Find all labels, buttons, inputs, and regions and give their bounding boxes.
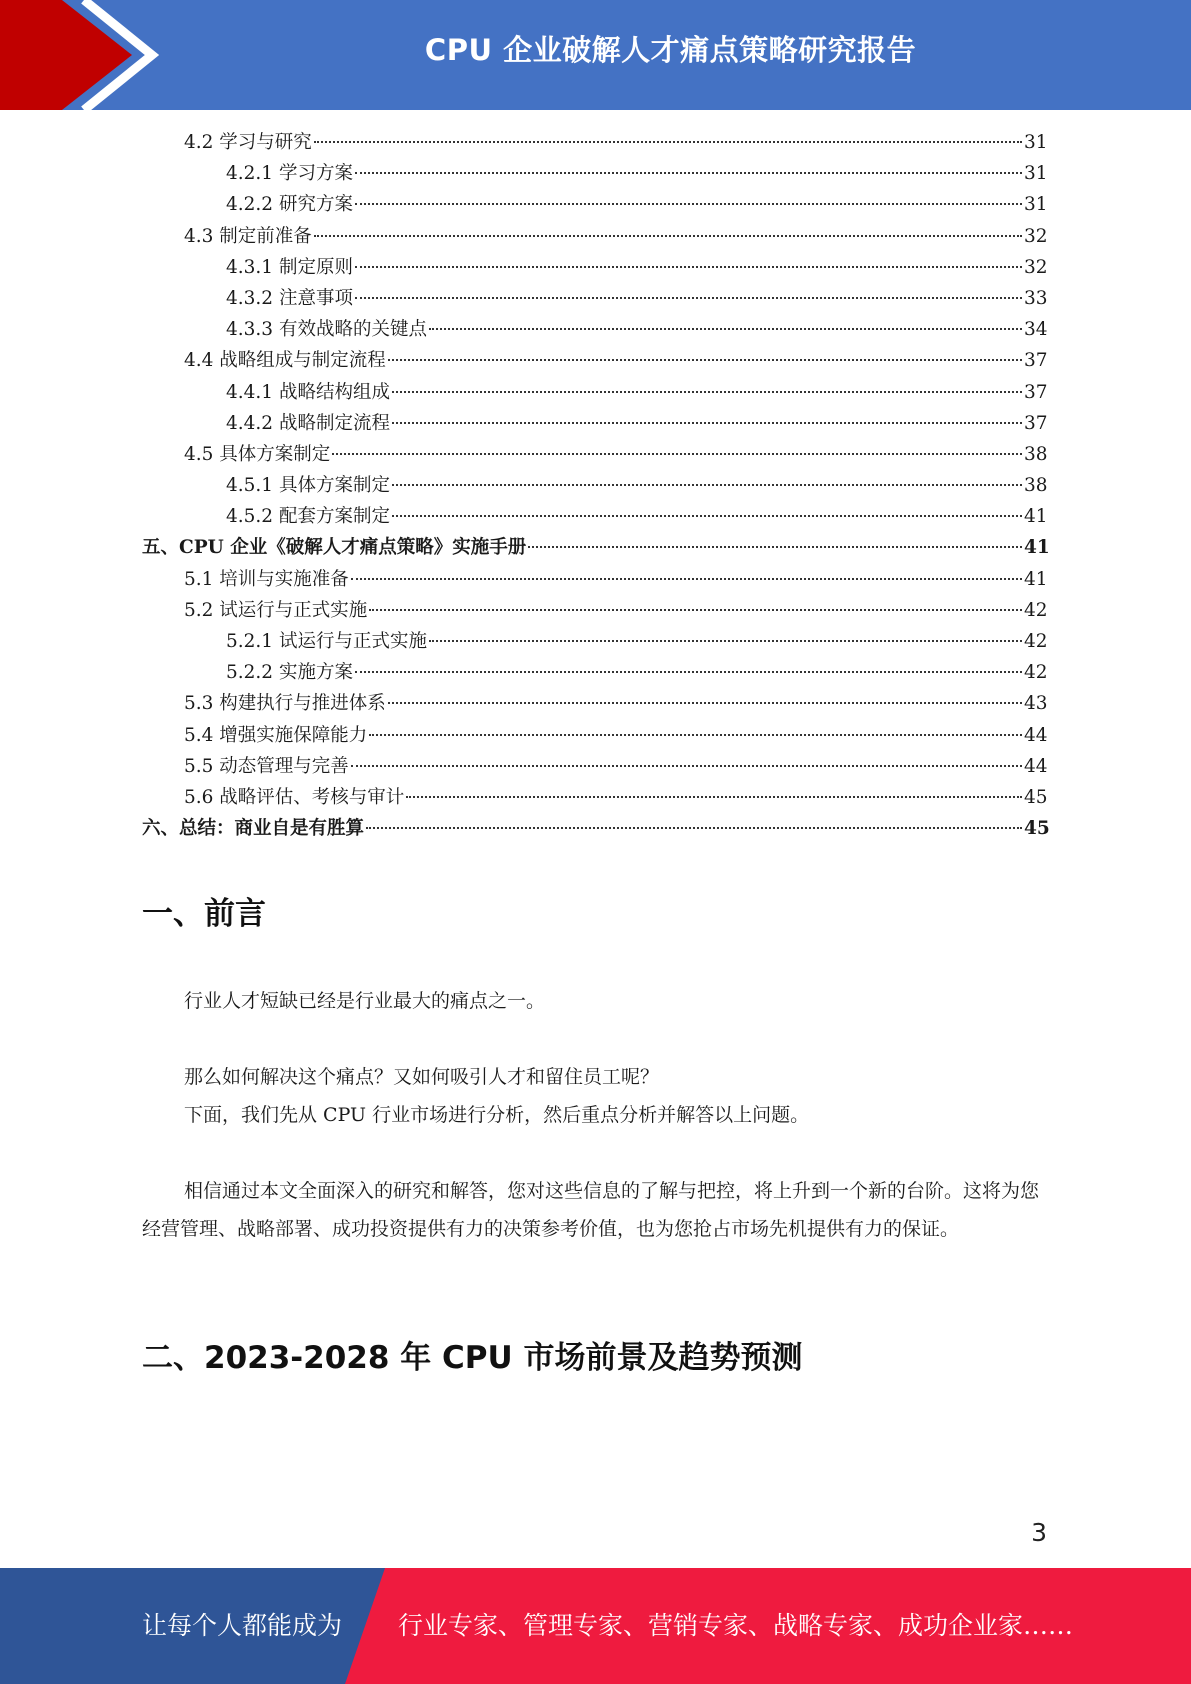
toc-dot-leader: [332, 453, 1022, 455]
toc-dot-leader: [351, 578, 1022, 580]
toc-entry-page: 37: [1024, 350, 1048, 372]
toc-entry-page: 33: [1024, 287, 1048, 309]
toc-entry-title: 4.2.1 学习方案: [226, 163, 353, 185]
toc-entry[interactable]: [0, 470, 1191, 501]
toc-entry[interactable]: [0, 127, 1191, 158]
toc-entry[interactable]: [0, 252, 1191, 283]
toc-entry-page: 31: [1024, 132, 1048, 153]
toc-entry[interactable]: [0, 283, 1191, 314]
paragraph: 下面，我们先从 CPU 行业市场进行分析，然后重点分析并解答以上问题。: [184, 1104, 810, 1126]
toc-entry[interactable]: [0, 314, 1191, 345]
toc-entry-title: 4.5.2 配套方案制定: [226, 506, 390, 528]
toc-dot-leader: [314, 235, 1022, 237]
footer-slogan-left: 让每个人都能成为: [142, 1611, 343, 1640]
toc-entry-page: 31: [1024, 194, 1048, 216]
paragraph: 行业人才短缺已经是行业最大的痛点之一。: [184, 990, 546, 1012]
page-number: 3: [1031, 1518, 1047, 1547]
toc-dot-leader: [314, 141, 1022, 143]
toc-entry[interactable]: [0, 564, 1191, 595]
toc-entry-page: 42: [1024, 631, 1048, 652]
toc-dot-leader: [355, 671, 1022, 673]
toc-entry[interactable]: [0, 782, 1191, 813]
page-header: [0, 0, 1191, 110]
toc-entry-page: 45: [1024, 786, 1048, 808]
toc-dot-leader: [429, 328, 1022, 330]
toc-entry-page: 38: [1024, 443, 1048, 465]
toc-entry[interactable]: [0, 532, 1191, 563]
toc-entry[interactable]: [0, 657, 1191, 688]
toc-entry-page: 41: [1024, 537, 1050, 559]
footer-slogan-right: 行业专家、管理专家、营销专家、战略专家、成功企业家……: [398, 1611, 1074, 1640]
toc-entry[interactable]: [0, 626, 1191, 657]
toc-entry[interactable]: [0, 813, 1191, 844]
toc-entry[interactable]: [0, 189, 1191, 220]
toc-dot-leader: [355, 297, 1022, 299]
toc-dot-leader: [528, 546, 1022, 548]
toc-entry-page: 42: [1024, 662, 1048, 684]
toc-dot-leader: [392, 484, 1022, 486]
toc-entry-page: 38: [1024, 475, 1048, 497]
toc-entry[interactable]: [0, 751, 1191, 782]
toc-dot-leader: [355, 266, 1022, 268]
toc-entry-title: 5.2.1 试运行与正式实施: [226, 631, 427, 652]
report-title: CPU 企业破解人才痛点策略研究报告: [424, 33, 917, 67]
toc-entry-title: 5.2 试运行与正式实施: [184, 599, 368, 621]
toc-entry-title: 4.2.2 研究方案: [226, 194, 353, 216]
toc-entry-page: 42: [1024, 599, 1048, 621]
toc-entry-page: 43: [1024, 693, 1048, 715]
toc-entry-page: 45: [1024, 818, 1050, 840]
toc-entry-page: 34: [1024, 319, 1048, 341]
toc-entry[interactable]: [0, 158, 1191, 189]
toc-entry[interactable]: [0, 439, 1191, 470]
toc-dot-leader: [355, 172, 1022, 174]
toc-dot-leader: [388, 359, 1022, 361]
toc-dot-leader: [355, 203, 1022, 205]
toc-entry[interactable]: [0, 408, 1191, 439]
toc-entry-title: 4.3.2 注意事项: [226, 287, 353, 309]
toc-entry[interactable]: [0, 501, 1191, 532]
paragraph: 相信通过本文全面深入的研究和解答，您对这些信息的了解与把控，将上升到一个新的台阶。这将为您经营管理、战略部署、成功投资提供有力的决策参考价值，也为您抢占市场先机提供有力的保证。: [142, 1180, 1040, 1240]
table-of-contents: [0, 127, 1191, 844]
toc-entry-title: 4.3.1 制定原则: [226, 256, 353, 278]
page-footer: [0, 1568, 1191, 1684]
toc-entry[interactable]: [0, 688, 1191, 719]
toc-entry-title: 5.2.2 实施方案: [226, 662, 353, 684]
toc-entry-title: 4.4.2 战略制定流程: [226, 412, 390, 434]
toc-entry[interactable]: [0, 345, 1191, 376]
toc-entry[interactable]: [0, 221, 1191, 252]
toc-entry-page: 41: [1024, 506, 1048, 528]
toc-entry-page: 37: [1024, 381, 1048, 403]
section-heading-preface: 一、前言: [142, 896, 266, 932]
toc-entry-title: 4.5.1 具体方案制定: [226, 475, 390, 497]
toc-entry-title: 5.3 构建执行与推进体系: [184, 693, 386, 715]
toc-entry-title: 4.2 学习与研究: [184, 132, 312, 153]
toc-dot-leader: [351, 765, 1022, 767]
toc-dot-leader: [369, 609, 1022, 611]
toc-entry-title: 六、总结：商业自是有胜算: [142, 818, 365, 840]
toc-entry-page: 41: [1024, 568, 1048, 590]
toc-entry-title: 4.4 战略组成与制定流程: [184, 350, 386, 372]
toc-dot-leader: [366, 827, 1022, 829]
toc-entry[interactable]: [0, 595, 1191, 626]
toc-entry[interactable]: [0, 377, 1191, 408]
toc-entry-page: 32: [1024, 225, 1048, 247]
toc-entry-page: 32: [1024, 256, 1048, 278]
toc-dot-leader: [388, 702, 1022, 704]
paragraph: 那么如何解决这个痛点？又如何吸引人才和留住员工呢？: [184, 1066, 660, 1088]
toc-entry-title: 5.6 战略评估、考核与审计: [184, 786, 405, 808]
section-heading-market-forecast: 二、2023-2028 年 CPU 市场前景及趋势预测: [142, 1340, 803, 1376]
toc-entry-title: 5.1 培训与实施准备: [184, 568, 349, 590]
toc-entry-title: 5.5 动态管理与完善: [184, 755, 349, 777]
toc-dot-leader: [406, 796, 1022, 798]
toc-dot-leader: [369, 734, 1022, 736]
toc-entry-title: 4.4.1 战略结构组成: [226, 381, 390, 403]
toc-entry-page: 44: [1024, 724, 1048, 746]
toc-entry-title: 5.4 增强实施保障能力: [184, 724, 368, 746]
toc-dot-leader: [429, 640, 1022, 642]
toc-dot-leader: [392, 515, 1022, 517]
header-chevron-decoration: [0, 0, 160, 110]
toc-entry-title: 4.3 制定前准备: [184, 225, 312, 247]
toc-entry[interactable]: [0, 720, 1191, 751]
toc-dot-leader: [392, 391, 1022, 393]
toc-entry-page: 44: [1024, 755, 1048, 777]
toc-entry-page: 37: [1024, 412, 1048, 434]
toc-entry-title: 4.5 具体方案制定: [184, 443, 331, 465]
toc-entry-page: 31: [1024, 163, 1048, 185]
toc-dot-leader: [392, 422, 1022, 424]
toc-entry-title: 五、CPU 企业《破解人才痛点策略》实施手册: [142, 537, 527, 559]
toc-entry-title: 4.3.3 有效战略的关键点: [226, 319, 427, 341]
